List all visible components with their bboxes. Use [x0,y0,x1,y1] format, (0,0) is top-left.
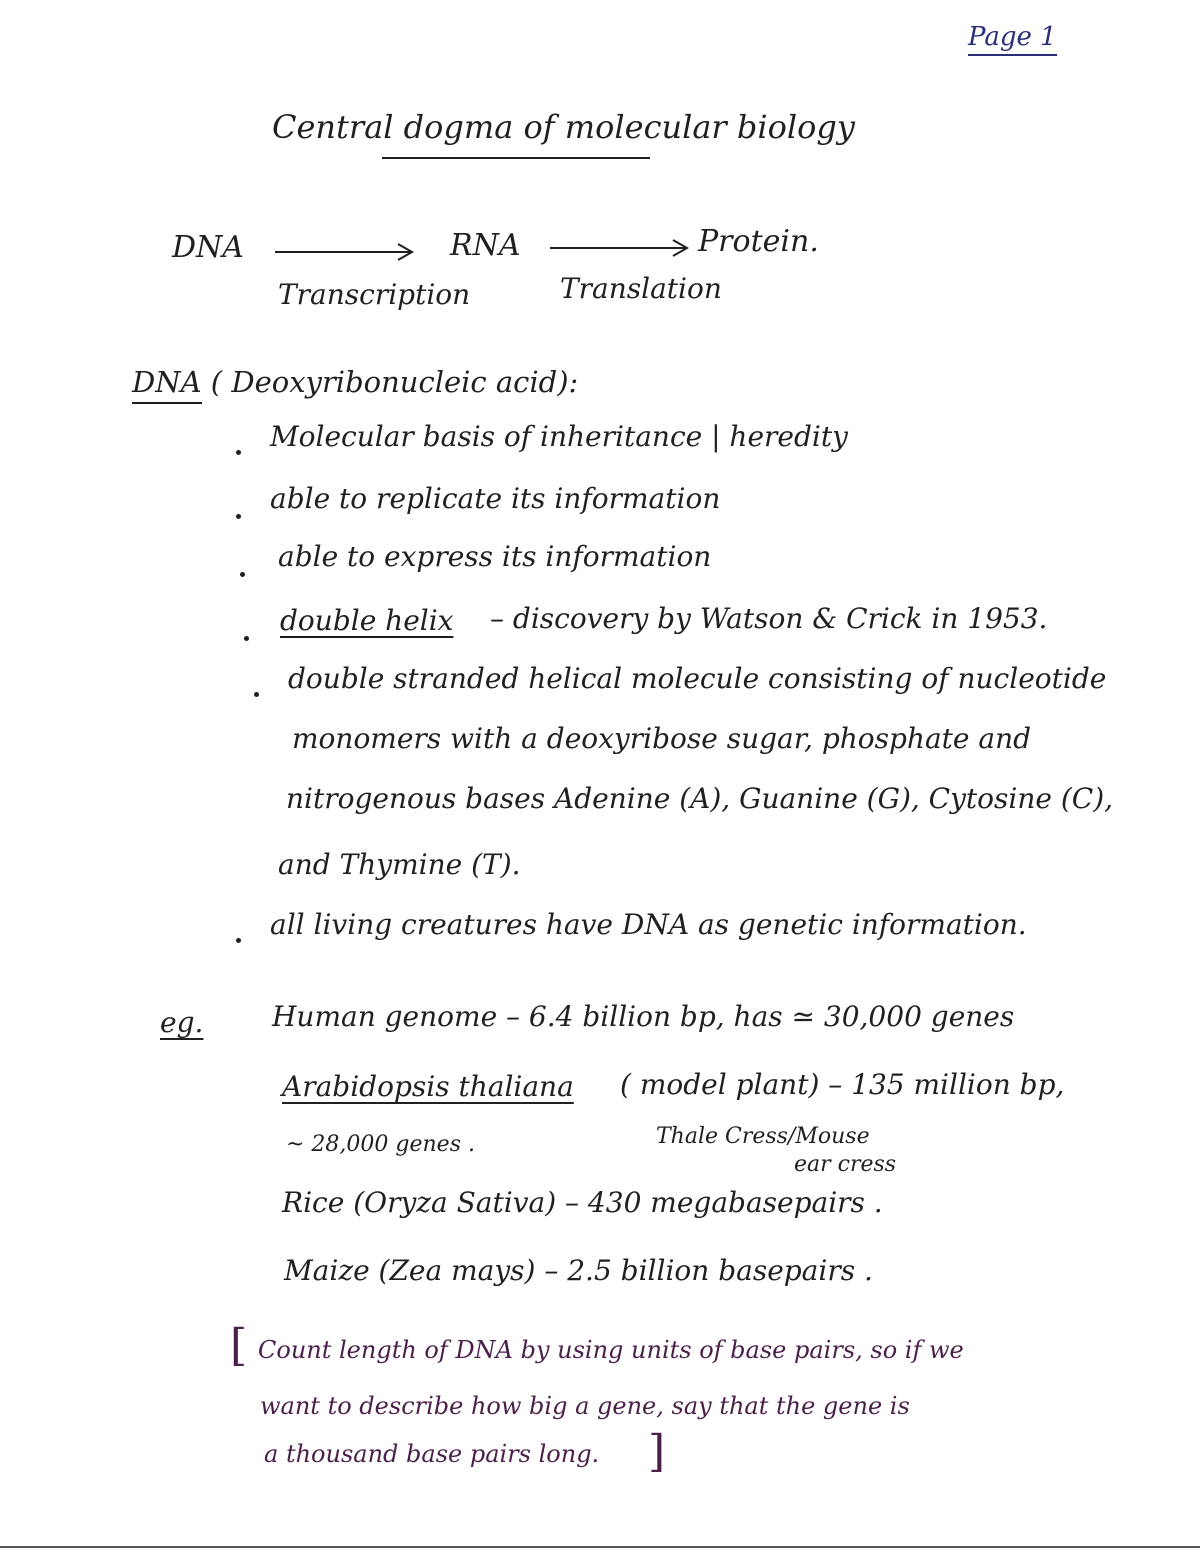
example-arabidopsis-rest: ( model plant) – 135 million bp, [620,1068,1065,1101]
note-line-2: want to describe how big a gene, say that the gene is [260,1392,910,1420]
heading-rest: ( Deoxyribonucleic acid): [210,365,579,399]
bullet-6: all living creatures have DNA as genetic information. [270,908,1027,941]
heading-abbr: DNA [132,365,202,404]
example-arabidopsis-common-2: ear cress [794,1152,897,1177]
diagram-transcription-label: Transcription [278,278,471,311]
note-close-bracket: ] [648,1426,666,1477]
bullet-4-term: double helix [280,604,454,637]
bullet-dot [240,572,245,577]
bullet-dot [236,450,241,455]
bullet-4-rest: – discovery by Watson & Crick in 1953. [490,602,1048,635]
diagram-protein: Protein. [698,224,819,259]
bullet-1: Molecular basis of inheritance | heredity [270,420,848,453]
diagram-rna: RNA [450,228,521,263]
note-line-1: Count length of DNA by using units of base pairs, so if we [258,1336,964,1364]
page-bottom-edge [0,1546,1200,1548]
note-line-3: a thousand base pairs long. [264,1440,600,1468]
example-arabidopsis-genes: ~ 28,000 genes . [286,1132,475,1157]
page-label: Page 1 [968,22,1057,56]
bullet-dot [236,514,241,519]
page-title: Central dogma of molecular biology [272,108,855,146]
bullet-3: able to express its information [278,540,712,573]
diagram-dna: DNA [172,230,244,265]
bullet-5-line-3: nitrogenous bases Adenine (A), Guanine (G), Cytosine (C), [286,782,1114,815]
bullet-5-line-1: double stranded helical molecule consisting of nucleotide [288,662,1107,695]
example-maize: Maize (Zea mays) – 2.5 billion basepairs . [284,1254,873,1287]
bullet-dot [254,692,259,697]
examples-label: eg. [160,1006,204,1039]
bullet-5-line-4: and Thymine (T). [278,848,521,881]
bullet-5-line-2: monomers with a deoxyribose sugar, phosphate and [292,722,1032,755]
example-arabidopsis-name: Arabidopsis thaliana [282,1070,574,1103]
bullet-dot [236,938,241,943]
section-heading [132,365,578,399]
diagram-translation-label: Translation [560,272,722,305]
bullet-2: able to replicate its information [270,482,721,515]
example-human: Human genome – 6.4 billion bp, has ≃ 30,000 genes [272,1000,1015,1033]
example-rice: Rice (Oryza Sativa) – 430 megabasepairs . [282,1186,883,1219]
note-open-bracket: [ [230,1320,248,1371]
example-arabidopsis-common: Thale Cress/Mouse [656,1124,870,1149]
bullet-dot [244,636,249,641]
